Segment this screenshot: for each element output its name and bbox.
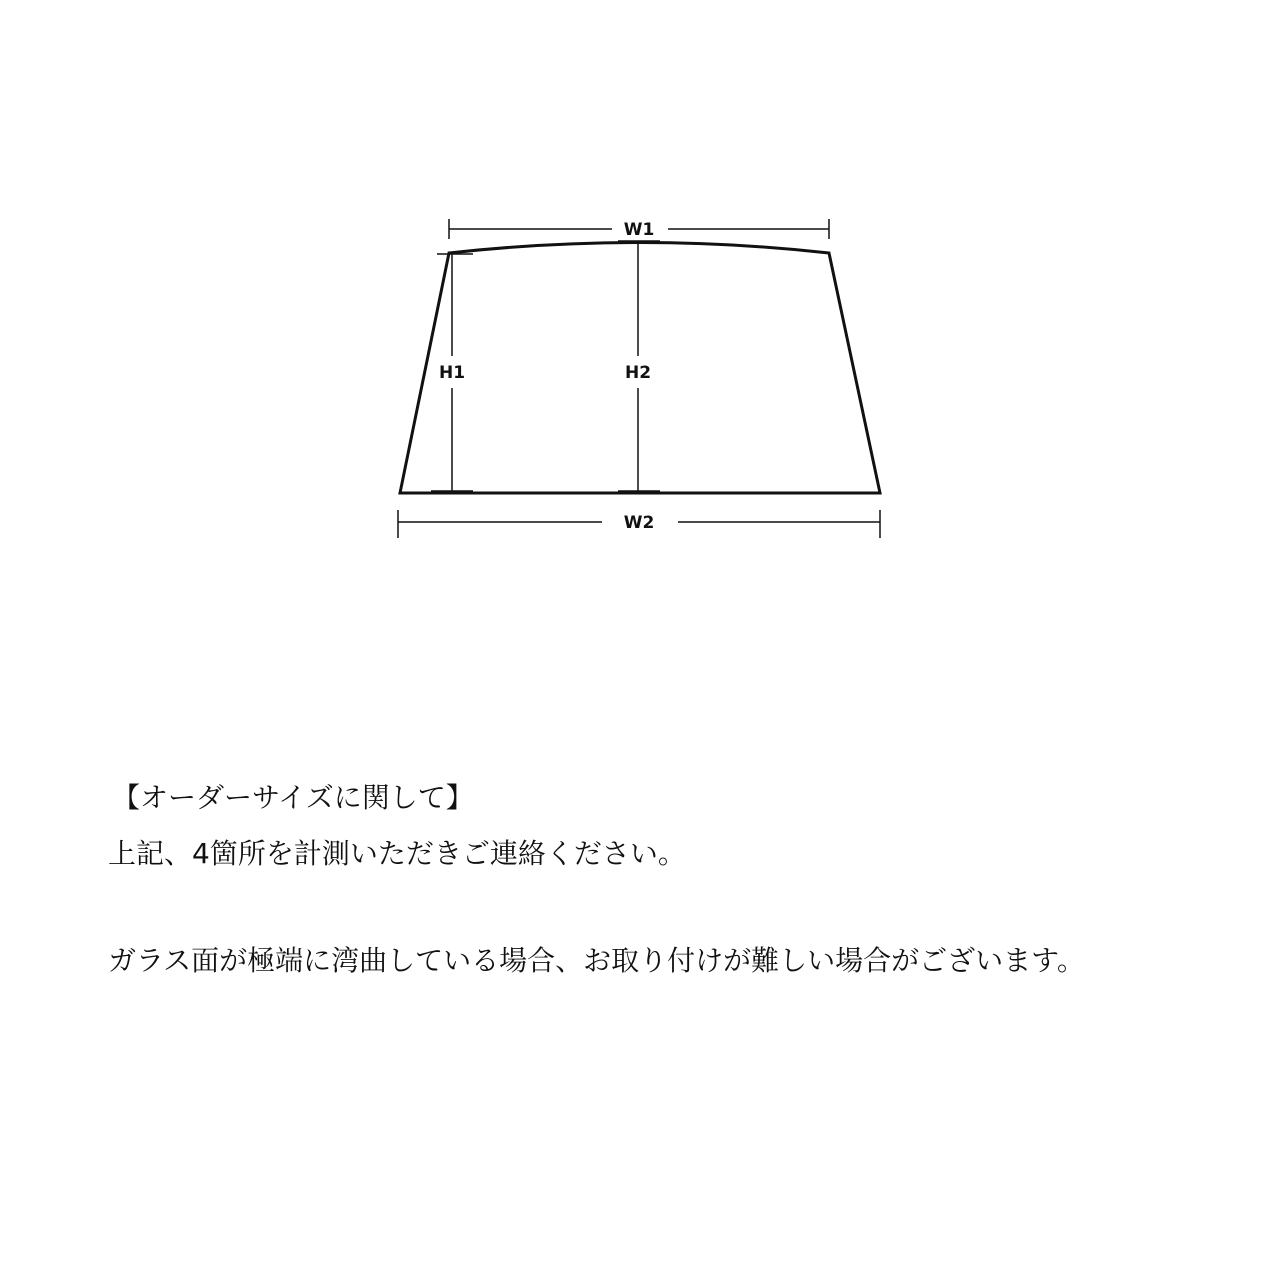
order-size-heading: 【オーダーサイズに関して】 (112, 781, 474, 814)
h1-label: H1 (438, 363, 466, 383)
h2-label: H2 (624, 363, 652, 383)
w2-label: W2 (623, 513, 655, 533)
curvature-warning: ガラス面が極端に湾曲している場合、お取り付けが難しい場合がございます。 (108, 944, 1085, 977)
measurement-instruction: 上記、4箇所を計測いただきご連絡ください。 (108, 837, 686, 870)
w1-label: W1 (623, 220, 655, 240)
